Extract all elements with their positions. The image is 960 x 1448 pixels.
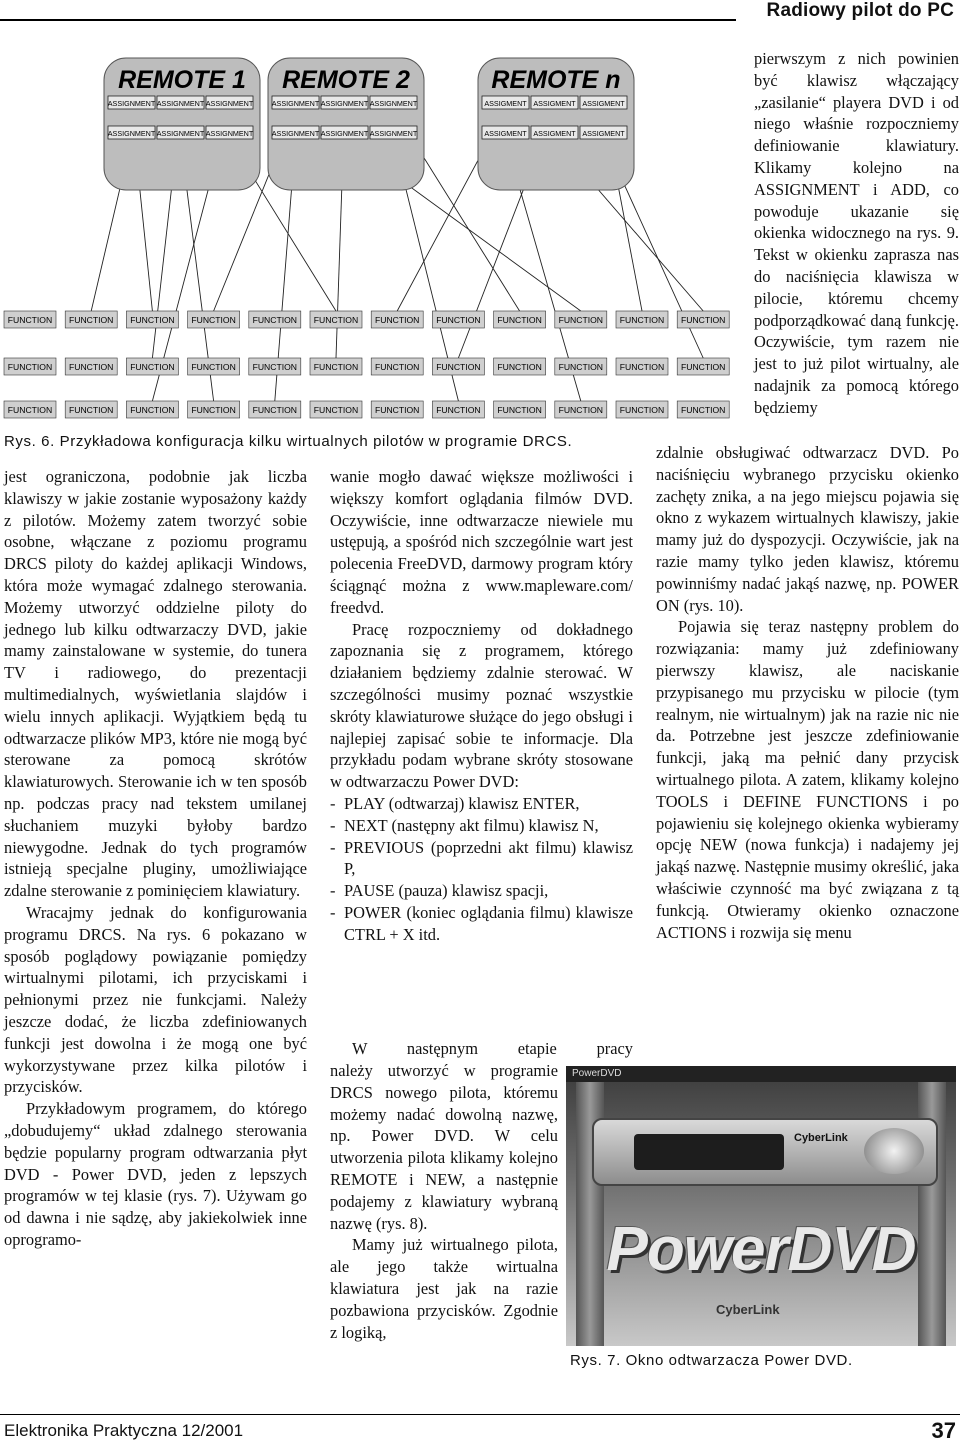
function-label: FUNCTION (619, 405, 665, 415)
player-control-panel (592, 1118, 938, 1186)
list-item: - PAUSE (pauza) klawisz spacji, (330, 881, 549, 901)
function-label: FUNCTION (313, 405, 359, 415)
function-label: FUNCTION (497, 362, 542, 372)
text-column-3-top (754, 48, 959, 419)
function-label: FUNCTION (374, 362, 420, 372)
play-button (864, 1128, 924, 1174)
list-item: - PLAY (odtwarzaj) klawisz ENTER, (330, 793, 580, 813)
assignment-label: ASSIGNMENT (107, 99, 156, 108)
assignment-label: ASSIGMENT (582, 129, 625, 138)
player-display (634, 1134, 784, 1170)
running-header-title: Radiowy pilot do PC (766, 0, 954, 21)
function-label: FUNCTION (191, 315, 236, 325)
assignment-label: ASSIGMENT (533, 129, 576, 138)
list-item: - PREVIOUS (poprzedni akt filmu) klawisz P, (330, 837, 633, 879)
function-label: FUNCTION (130, 405, 175, 415)
function-label: FUNCTION (497, 315, 542, 325)
assignment-label: ASSIGNMENT (156, 129, 205, 138)
assignment-label: ASSIGNMENT (271, 99, 320, 108)
function-label: FUNCTION (436, 405, 481, 415)
function-label: FUNCTION (68, 405, 114, 415)
assignment-label: ASSIGMENT (533, 99, 576, 108)
paragraph: zdalnie obsługiwać odtwarzacz DVD. Po naciśnięciu wybranego przycisku okienko zachęty znika, a na jego miejscu pojawia się okno z wykazem wirtualnych klawiszy, jakie mamy już do dyspozycji. Oczywiście, jak na razie mamy tylko jeden klawisz, któremu powinniśmy nadać jakąś nazwę, np. POWER ON (rys. 10). (656, 443, 959, 615)
paragraph: jest ograniczona, podobnie jak liczba klawiszy w jakie zostanie wyposażony każdy z pilotów. Możemy zatem tworzyć sobie osobne, włączane z poziomu programu DRCS piloty do każdej aplikacji Windows, która może wymagać zdalnego sterowania. Możemy utworzyć oddzielne piloty do jednego lub kilku odtwarzaczy DVD, jakie mamy zainstalowane w systemie, do tunera TV i radiowego, do prezentacji multimedialnych, wyświetlania slajdów i wielu innych aplikacji. Wyjątkiem będą tu odtwarzacze plików MP3, które nie mogą być sterowane za pomocą skrótów klawiaturowych. Sterowanie ich w ten sposób np. podczas pracy nad tekstem umilanej słuchaniem muzyki byłoby bardzo niewygodne. Jednak do tych programów istnieją specjalne pluginy, umożliwiające zdalne sterowanie z pominięciem klawiatury. (4, 467, 307, 901)
function-label: FUNCTION (619, 315, 665, 325)
function-label: FUNCTION (252, 405, 298, 415)
page-number: 37 (931, 1418, 956, 1443)
footer-rule (0, 1414, 960, 1415)
paragraph: Pojawia się teraz następny problem do rozwiązania: mamy już zdefiniowany pierwszy klawisz, ale naciskanie przypisanego mu przycisku w pilocie (tym realnym, nie wirtualnym) jak na razie nic nie da. Potrzebne jest jeszcze zdefiniowanie funkcji, jaką ma pełnić dany przycisk wirtualnego pilota. A zatem, klikamy kolejno TOOLS i DEFINE FUNCTIONS i po pojawieniu się kolejnego okienka wybieramy opcję NEW (nowa funkcja) i nadajemy jej jakąś nazwę. Następnie musimy określić, jaka właściwie czynność ma być związana z tą funkcją. Otwieramy okienko oznaczone ACTIONS i rozwija się menu (656, 617, 959, 942)
function-label: FUNCTION (558, 315, 604, 325)
remote-title: REMOTE n (491, 66, 621, 94)
text-column-1 (4, 466, 307, 1251)
figure-7-caption: Rys. 7. Okno odtwarzacza Power DVD. (570, 1352, 853, 1369)
figure-6-diagram (0, 30, 736, 430)
list-item-text: NEXT (następny akt filmu) klawisz N, (344, 815, 599, 835)
text-column-2-beside-figure (330, 1060, 558, 1343)
function-label: FUNCTION (252, 362, 298, 372)
function-label: FUNCTION (313, 362, 359, 372)
paragraph: Wracajmy jednak do konfigurowania programu DRCS. Na rys. 6 pokazano w sposób poglądowy powiązanie pomiędzy wirtualnymi pilotami, ich przyciskami i pełnionymi przez nie funkcjami. Należy jeszcze dodać, że liczba zdefiniowanych funkcji jest dowolna i że mogą one być wykorzystywane przez kilka pilotów i przycisków. (4, 902, 307, 1097)
function-label: FUNCTION (191, 362, 236, 372)
assignment-label: ASSIGMENT (582, 99, 625, 108)
paragraph: pierwszym z nich powinien być klawisz włączający „zasilanie“ playera DVD i od niego właśnie rozpoczniemy definiowanie klawiatury. Klikamy kolejno na ASSIGNMENT i ADD, co powoduje ukazanie się okienka widocznego na rys. 9. Tekst w okienku zaprasza nas do naciśnięcia klawisza w pilocie, któremu chcemy podporządkować daną funkcję. Oczywiście, tym razem nie jest to już pilot wirtualny, ale nadajnik za pomocą którego będziemy (754, 49, 959, 417)
function-label: FUNCTION (130, 315, 175, 325)
paragraph: należy utworzyć w programie DRCS nowego pilota, któremu możemy nadać dowolną nazwę, np. Power DVD. W celu utworzenia pilota klikamy kolejno REMOTE i NEW, a następnie podajemy z klawiatury wybraną nazwę (rys. 8). (330, 1061, 558, 1233)
function-label: FUNCTION (130, 362, 175, 372)
remote-title: REMOTE 1 (118, 66, 246, 94)
function-label: FUNCTION (374, 315, 420, 325)
assignment-label: ASSIGMENT (484, 129, 527, 138)
function-label: FUNCTION (680, 405, 726, 415)
function-label: FUNCTION (680, 315, 726, 325)
text-column-3 (656, 442, 959, 943)
assignment-label: ASSIGNMENT (156, 99, 205, 108)
assignment-label: ASSIGNMENT (205, 129, 254, 138)
function-label: FUNCTION (191, 405, 236, 415)
assignment-label: ASSIGNMENT (320, 99, 369, 108)
function-label: FUNCTION (313, 315, 359, 325)
list-item-text: POWER (koniec oglądania filmu) klawisze CTRL + X itd. (344, 902, 633, 944)
header-rule (0, 19, 736, 21)
footer-magazine: Elektronika Praktyczna 12/2001 (4, 1421, 244, 1440)
function-label: FUNCTION (619, 362, 665, 372)
cyberlink-brand: CyberLink (716, 1302, 780, 1317)
function-label: FUNCTION (7, 405, 53, 415)
list-item-text: PLAY (odtwarzaj) klawisz ENTER, (344, 793, 580, 813)
function-label: FUNCTION (497, 405, 542, 415)
assignment-label: ASSIGNMENT (107, 129, 156, 138)
function-label: FUNCTION (436, 315, 481, 325)
function-label: FUNCTION (558, 405, 604, 415)
figure-6-caption: Rys. 6. Przykładowa konfiguracja kilku wirtualnych pilotów w programie DRCS. (4, 433, 573, 450)
function-label: FUNCTION (252, 315, 298, 325)
paragraph: Mamy już wirtualnego pilota, ale jego także wirtualna klawiatura jest jak na razie pozbawiona przycisków. Zgodnie z logiką, (330, 1235, 558, 1342)
list-item-text: PREVIOUS (poprzedni akt filmu) klawisz P, (344, 837, 633, 879)
paragraph: Przykładowym programem, do którego „dobudujemy“ układ zdalnego sterowania będzie popularny program odtwarzania płyt DVD - Power DVD, jeden z lepszych programów w tej klasie (rys. 7). Używam go od dawna i nie sądzę, aby jakiekolwiek inne oprogramo- (4, 1099, 307, 1249)
player-brand: CyberLink (794, 1132, 848, 1144)
list-item: - NEXT (następny akt filmu) klawisz N, (330, 815, 599, 835)
function-label: FUNCTION (7, 315, 53, 325)
text-column-2-continued (330, 1038, 633, 1060)
assignment-label: ASSIGNMENT (320, 129, 369, 138)
assignment-label: ASSIGNMENT (205, 99, 254, 108)
assignment-label: ASSIGNMENT (369, 129, 418, 138)
assignment-label: ASSIGNMENT (369, 99, 418, 108)
powerdvd-logo: PowerDVD (606, 1215, 916, 1284)
function-label: FUNCTION (68, 362, 114, 372)
function-label: FUNCTION (680, 362, 726, 372)
window-titlebar: PowerDVD (566, 1066, 956, 1082)
function-label: FUNCTION (7, 362, 53, 372)
paragraph: wanie mogło dawać większe możliwości i większy komfort oglądania filmów DVD. Oczywiście, inne odtwarzacze niewiele mu ustępują, a spośród nich szczególnie wart jest polecenia FreeDVD, darmowy program który ściągnąć można z www.mapleware.com/ freedvd. (330, 467, 633, 617)
list-item: - POWER (koniec oglądania filmu) klawisze CTRL + X itd. (330, 902, 633, 944)
remote-title: REMOTE 2 (282, 66, 410, 94)
function-label: FUNCTION (436, 362, 481, 372)
list-item-text: PAUSE (pauza) klawisz spacji, (344, 881, 549, 901)
paragraph: W następnym etapie pracy (352, 1039, 633, 1058)
function-label: FUNCTION (68, 315, 114, 325)
paragraph: Pracę rozpoczniemy od dokładnego zapoznania się z programem, którego działaniem będziemy zdalnie sterować. W szczególności musimy poznać wszystkie skróty klawiaturowe służące do jego obsługi i najlepiej zapisać sobie te informacje. Dla przykładu podam wybrane skróty stosowane w odtwarzaczu Power DVD: (330, 619, 633, 792)
function-label: FUNCTION (374, 405, 420, 415)
assignment-label: ASSIGNMENT (271, 129, 320, 138)
function-label: FUNCTION (558, 362, 604, 372)
assignment-label: ASSIGMENT (484, 99, 527, 108)
figure-7-powerdvd-screenshot (566, 1066, 956, 1346)
text-column-2 (330, 466, 633, 946)
